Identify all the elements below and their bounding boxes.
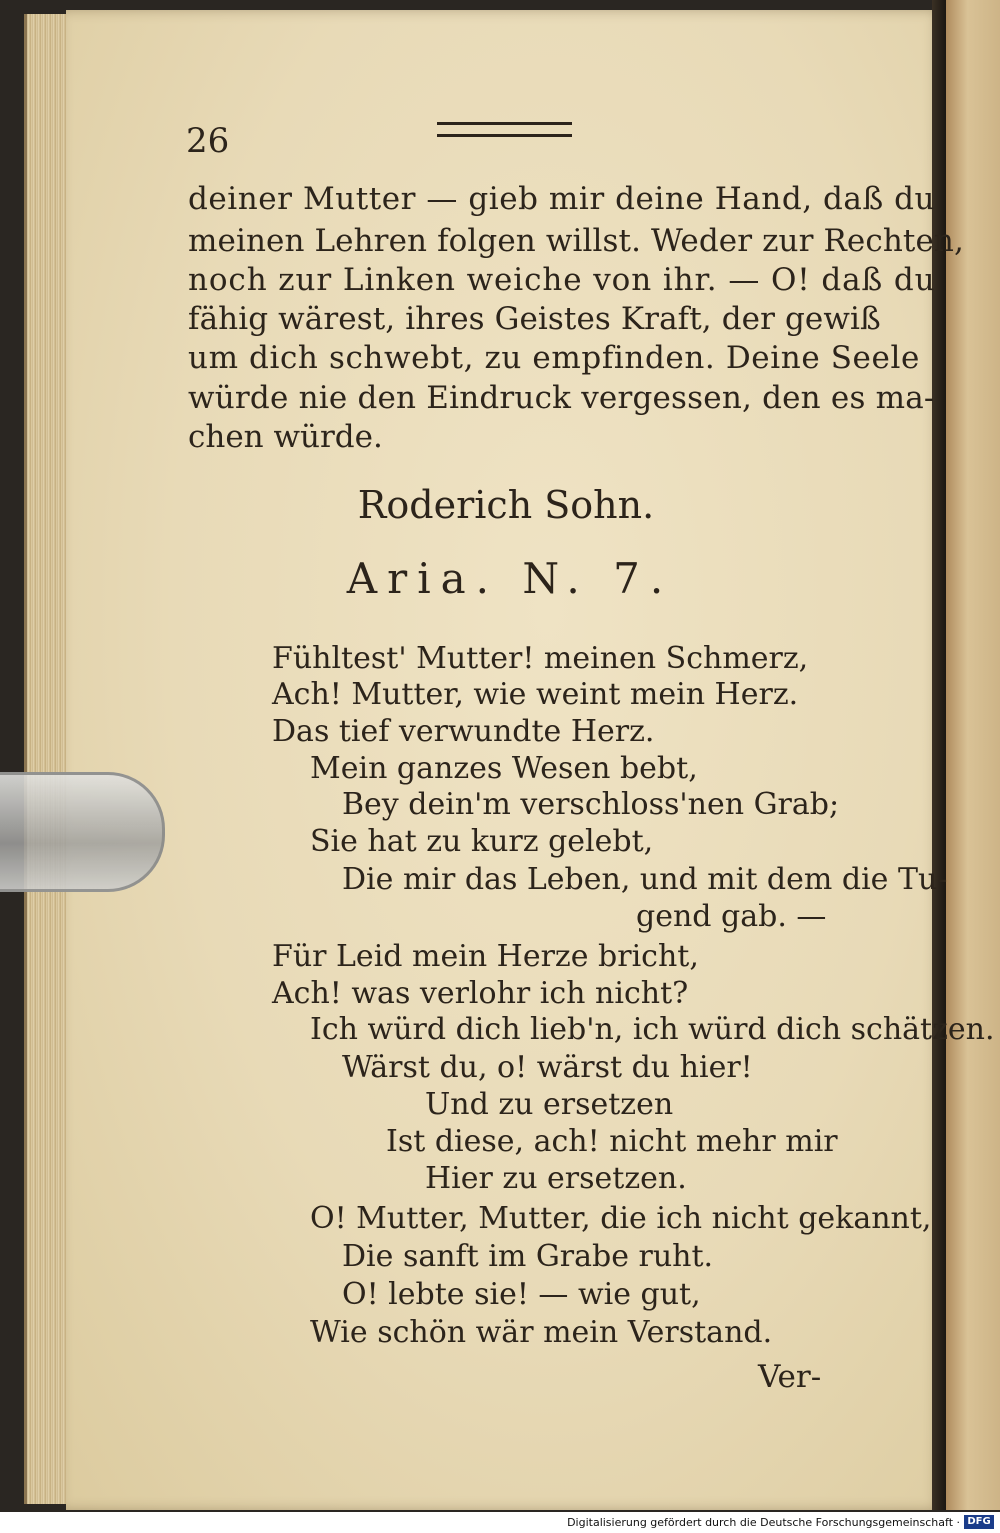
prose-line: fähig wärest, ihres Geistes Kraft, der gewiß [188,301,881,337]
prose-line: deiner Mutter — gieb mir deine Hand, daß du [188,181,936,217]
verse-line: O! Mutter, Mutter, die ich nicht gekannt, [310,1201,932,1236]
verse-line: O! lebte sie! — wie gut, [342,1277,701,1312]
verse-line: Und zu ersetzen [425,1087,674,1122]
prose-line: würde nie den Eindruck vergessen, den es ma- [188,380,935,416]
prose-line: chen würde. [188,419,383,455]
aria-heading: Aria. N. 7. [346,554,674,603]
verse-line: Wärst du, o! wärst du hier! [342,1050,753,1085]
verse-line: Mein ganzes Wesen bebt, [310,751,698,786]
page-clamp [0,772,165,892]
verse-line: Die mir das Leben, und mit dem die Tu- [342,862,948,897]
page-number: 26 [186,121,230,161]
header-rule [437,122,572,137]
footer-credit: Digitalisierung gefördert durch die Deutsche Forschungsgemeinschaft · [567,1516,960,1529]
verse-line: Wie schön wär mein Verstand. [310,1315,773,1350]
speaker-heading: Roderich Sohn. [357,483,655,527]
verse-line: gend gab. — [636,899,827,934]
prose-line: um dich schwebt, zu empfinden. Deine Seele [188,340,920,376]
verse-line: Das tief verwundte Herz. [272,714,655,749]
verse-line: Für Leid mein Herze bricht, [272,939,699,974]
prose-line: noch zur Linken weiche von ihr. — O! daß du [188,262,936,298]
verse-line: Fühltest' Mutter! meinen Schmerz, [272,641,809,676]
verse-line: Ist diese, ach! nicht mehr mir [386,1124,838,1159]
verse-line: Hier zu ersetzen. [425,1161,687,1196]
verse-line: Bey dein'm verschloss'nen Grab; [342,787,840,822]
verse-line: Ich würd dich lieb'n, ich würd dich schätzen. [310,1012,995,1047]
prose-line: meinen Lehren folgen willst. Weder zur Rechten, [188,223,964,259]
dfg-logo: DFG [964,1515,994,1529]
verse-line: Ach! was verlohr ich nicht? [272,976,689,1011]
catchword: Ver- [758,1359,822,1395]
verse-line: Sie hat zu kurz gelebt, [310,824,654,859]
verse-line: Die sanft im Grabe ruht. [342,1239,714,1274]
verse-line: Ach! Mutter, wie weint mein Herz. [272,677,799,712]
